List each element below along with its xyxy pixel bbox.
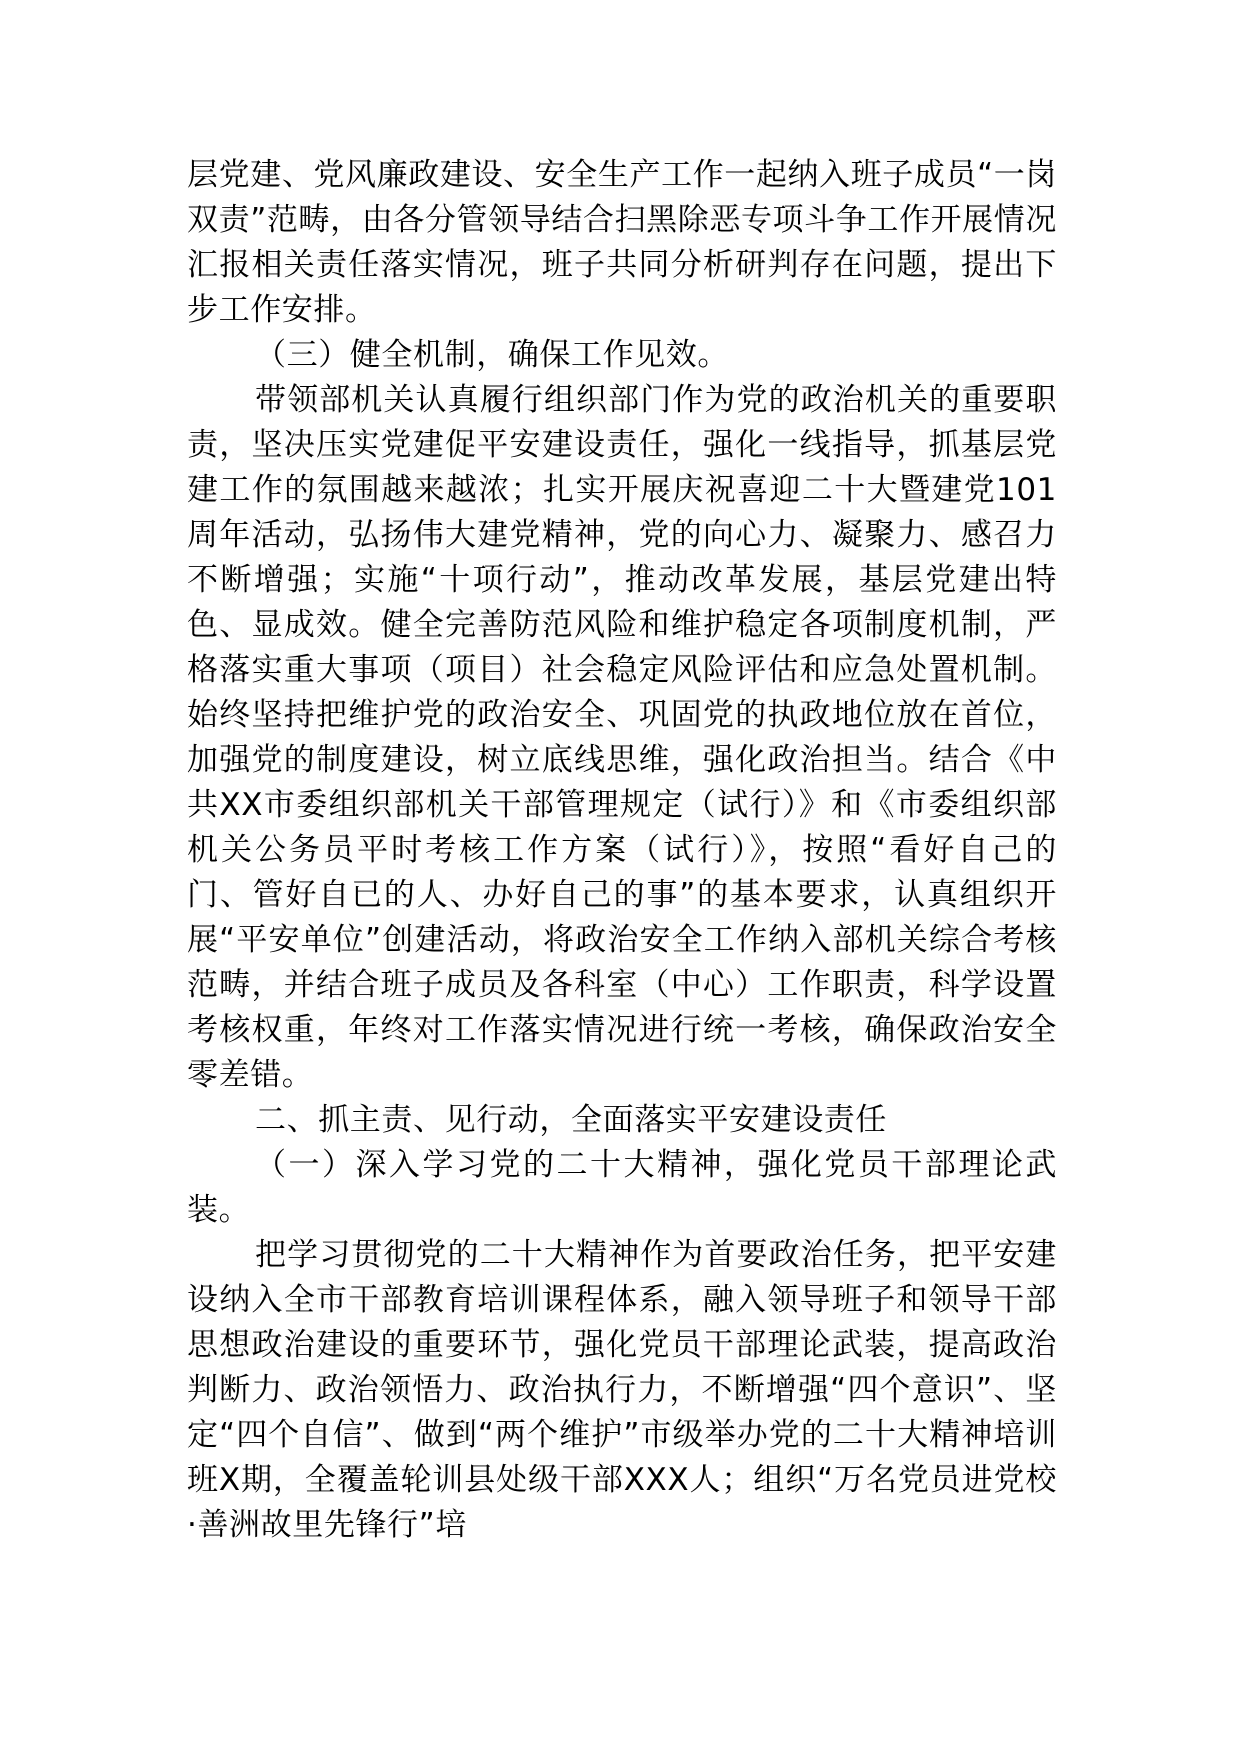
- document-body: [187, 153, 1057, 1548]
- paragraph-study: 把学习贯彻党的二十大精神作为首要政治任务，把平安建设纳入全市干部教育培训课程体系，融入领导班子和领导干部思想政治建设的重要环节，强化党员干部理论武装，提高政治判断力、政治领悟力、政治执行力，不断增强“四个意识”、坚定“四个自信”、做到“两个维护”市级举办党的二十大精神培训班X期，全覆盖轮训县处级干部XXX人；组织“万名党员进党校·善洲故里先锋行”培: [187, 1237, 1057, 1543]
- subheading-section-one: （一）深入学习党的二十大精神，强化党员干部理论武装。: [187, 1147, 1057, 1228]
- paragraph-continuation: 层党建、党风廉政建设、安全生产工作一起纳入班子成员“一岗双责”范畴，由各分管领导结合扫黑除恶专项斗争工作开展情况汇报相关责任落实情况，班子共同分析研判存在问题，提出下步工作安排。: [187, 157, 1057, 328]
- heading-section-two: 二、抓主责、见行动，全面落实平安建设责任: [255, 1102, 887, 1138]
- paragraph-mechanism: 带领部机关认真履行组织部门作为党的政治机关的重要职责，坚决压实党建促平安建设责任，强化一线指导，抓基层党建工作的氛围越来越浓；扎实开展庆祝喜迎二十大暨建党101周年活动，弘扬伟大建党精神，党的向心力、凝聚力、感召力不断增强；实施“十项行动”，推动改革发展，基层党建出特色、显成效。健全完善防范风险和维护稳定各项制度机制，严格落实重大事项（项目）社会稳定风险评估和应急处置机制。始终坚持把维护党的政治安全、巩固党的执政地位放在首位，加强党的制度建设，树立底线思维，强化政治担当。结合《中共XX市委组织部机关干部管理规定（试行）》和《市委组织部机关公务员平时考核工作方案（试行）》，按照“看好自己的门、管好自已的人、办好自己的事”的基本要求，认真组织开展“平安单位”创建活动，将政治安全工作纳入部机关综合考核范畴，并结合班子成员及各科室（中心）工作职责，科学设置考核权重，年终对工作落实情况进行统一考核，确保政治安全零差错。: [187, 382, 1057, 1093]
- subheading-section-three: （三）健全机制，确保工作见效。: [255, 337, 729, 373]
